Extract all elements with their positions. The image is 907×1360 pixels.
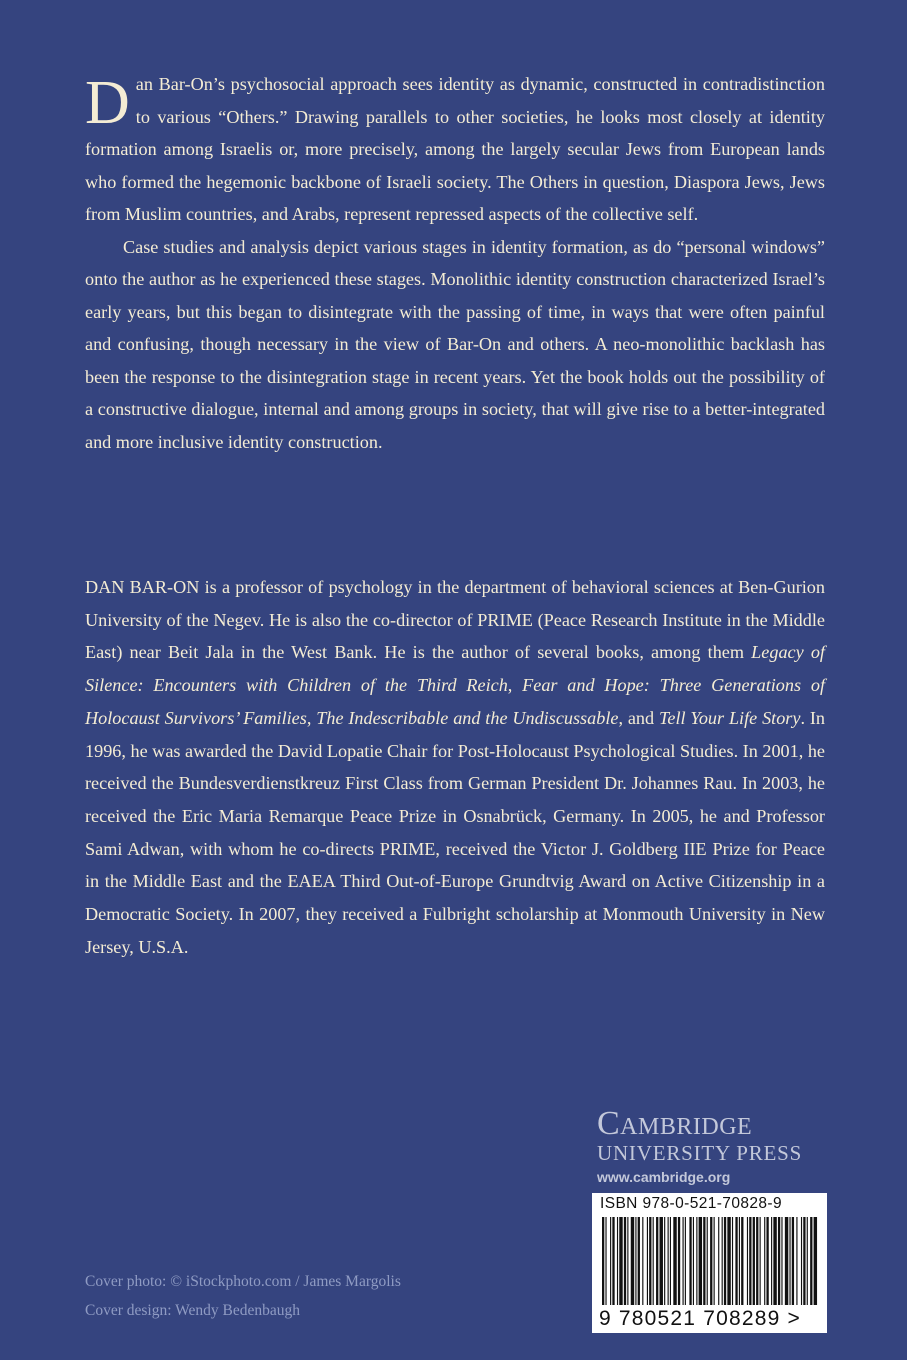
barcode-bar — [749, 1217, 751, 1305]
barcode-bar — [668, 1217, 669, 1305]
barcode-bar — [670, 1217, 671, 1305]
barcode-bar — [605, 1217, 606, 1305]
barcode-bar — [724, 1217, 726, 1305]
barcode-bar — [638, 1217, 640, 1305]
barcode-bar — [649, 1217, 651, 1305]
barcode-bar — [699, 1217, 702, 1305]
barcode-bar — [807, 1217, 808, 1305]
book-title-fear-and-hope: Fear and Hope: Three Generations of Holocaust Survivors’ Families — [85, 675, 826, 728]
cover-design-credit: Cover design: Wendy Bedenbaugh — [85, 1301, 300, 1319]
barcode-bar — [642, 1217, 643, 1305]
publisher-url: www.cambridge.org — [597, 1169, 731, 1185]
barcode-bar — [753, 1217, 755, 1305]
bio-separator: , and — [618, 707, 659, 728]
barcode-bar — [796, 1217, 797, 1305]
barcode-bar — [710, 1217, 712, 1305]
blurb-paragraph-1 — [85, 68, 825, 231]
barcode-bar — [778, 1217, 780, 1305]
author-bio — [85, 571, 825, 963]
barcode-bar — [696, 1217, 697, 1305]
barcode-bar — [656, 1217, 658, 1305]
blurb — [85, 68, 825, 458]
book-title-indescribable: The Indescribable and the Undiscussable — [316, 707, 619, 728]
barcode-bar — [617, 1217, 618, 1305]
publisher-logo — [597, 1106, 825, 1186]
barcode-bar — [718, 1217, 719, 1305]
barcode-bar — [660, 1217, 663, 1305]
barcode-bar — [801, 1217, 802, 1305]
barcode-bars — [600, 1217, 818, 1309]
publisher-subtitle: UNIVERSITY PRESS — [597, 1141, 803, 1165]
bio-separator: , — [507, 675, 523, 696]
barcode-bar — [741, 1217, 743, 1305]
publisher-name: Cambridge — [597, 1105, 753, 1142]
barcode-bar — [739, 1217, 740, 1305]
bio-separator: , — [306, 707, 317, 728]
barcode-bar — [773, 1217, 776, 1305]
barcode-bar — [814, 1217, 817, 1305]
barcode-bar — [685, 1217, 686, 1305]
barcode-bar — [631, 1217, 634, 1305]
barcode-bar — [714, 1217, 715, 1305]
barcode-bar — [727, 1217, 730, 1305]
barcode-bar — [810, 1217, 812, 1305]
book-title-tell-your-life-story: Tell Your Life Story — [658, 707, 801, 728]
barcode-bar — [707, 1217, 708, 1305]
barcode-bar — [789, 1217, 790, 1305]
barcode-bar — [693, 1217, 694, 1305]
barcode-bar — [678, 1217, 680, 1305]
cover-credits — [85, 1268, 401, 1325]
barcode-bar — [612, 1217, 614, 1305]
blurb-paragraph-2: Case studies and analysis depict various stages in identity formation, as do “personal windows” onto the author as he experienced these stages. Monolithic identity construction characterized Israel’s early years, but this began to disintegrate with the passing of time, in ways that were often painful and confusing, though necessary in the view of Bar-On and others. A neo-monolithic backlash has been the response to the disintegration stage in recent years. Yet the book holds out the possibility of a constructive dialogue, internal and among groups in society, that will give rise to a better-integrated and more inclusive identity construction. — [85, 236, 825, 452]
barcode-bar — [771, 1217, 772, 1305]
barcode-bar — [673, 1217, 676, 1305]
barcode-bar — [624, 1217, 626, 1305]
barcode-bar — [664, 1217, 665, 1305]
barcode-bar — [703, 1217, 705, 1305]
barcode-bar — [635, 1217, 636, 1305]
cover-photo-credit: Cover photo: © iStockphoto.com / James Margolis — [85, 1273, 401, 1290]
barcode-bar — [785, 1217, 788, 1305]
barcode-bar — [689, 1217, 691, 1305]
barcode-bar — [756, 1217, 758, 1305]
barcode-bar — [781, 1217, 782, 1305]
barcode-bar — [803, 1217, 805, 1305]
book-title-legacy-of-silence: Legacy of Silence: Encounters with Children of the Third Reich — [85, 642, 825, 696]
bio-intro: DAN BAR-ON is a professor of psychology in the department of behavioral sciences at Ben-Gurion University of the Negev. He is also the co-director of PRIME (Peace Research Institute in the Middle East) near Beit Jala in the West Bank. He is the author of several books, among them — [85, 577, 825, 663]
isbn-label: ISBN 978-0-521-70828-9 — [600, 1195, 782, 1212]
bio-outro: . In 1996, he was awarded the David Lopatie Chair for Post-Holocaust Psychological Studies. In 2001, he received the Bundesverdienstkreuz First Class from German President Dr. Johannes Rau. In 2003, he received the Eric Maria Remarque Peace Prize in Osnabrück, Germany. In 2005, he and Professor Sami Adwan, with whom he co-directs PRIME, received the Victor J. Goldberg IIE Prize for Peace in the Middle East and the EAEA Third Out-of-Europe Grundtvig Award on Active Citizenship in a Democratic Society. In 2007, they received a Fulbright scholarship at Monmouth University in New Jersey, U.S.A. — [85, 707, 826, 957]
barcode-bar — [732, 1217, 733, 1305]
barcode-bar — [619, 1217, 622, 1305]
barcode-bar — [792, 1217, 794, 1305]
barcode-bar — [610, 1217, 611, 1305]
drop-cap: D — [85, 69, 130, 137]
ean-digits: 9 780521 708289 > — [599, 1307, 801, 1330]
barcode-bar — [747, 1217, 748, 1305]
barcode-bar — [764, 1217, 765, 1305]
barcode-bar — [722, 1217, 723, 1305]
blurb-paragraph-1-text: an Bar-On’s psychosocial approach sees identity as dynamic, constructed in contradistinction to various “Others.” Drawing parallels to other societies, he looks most closely at identity formation among Israelis or, more precisely, among the largely secular Jews from European lands who formed the hegemonic backbone of Israeli society. The Others in question, Diaspora Jews, Jews from Muslim countries, and Arabs, represent repressed aspects of the collective self. — [85, 74, 825, 224]
barcode-bar — [766, 1217, 768, 1305]
barcode-bar — [760, 1217, 761, 1305]
barcode-bar — [683, 1217, 684, 1305]
barcode-bar — [627, 1217, 628, 1305]
barcode-bar — [647, 1217, 648, 1305]
isbn-barcode — [592, 1193, 827, 1333]
barcode-bar — [602, 1217, 604, 1305]
barcode-bar — [653, 1217, 654, 1305]
barcode-bar — [735, 1217, 737, 1305]
